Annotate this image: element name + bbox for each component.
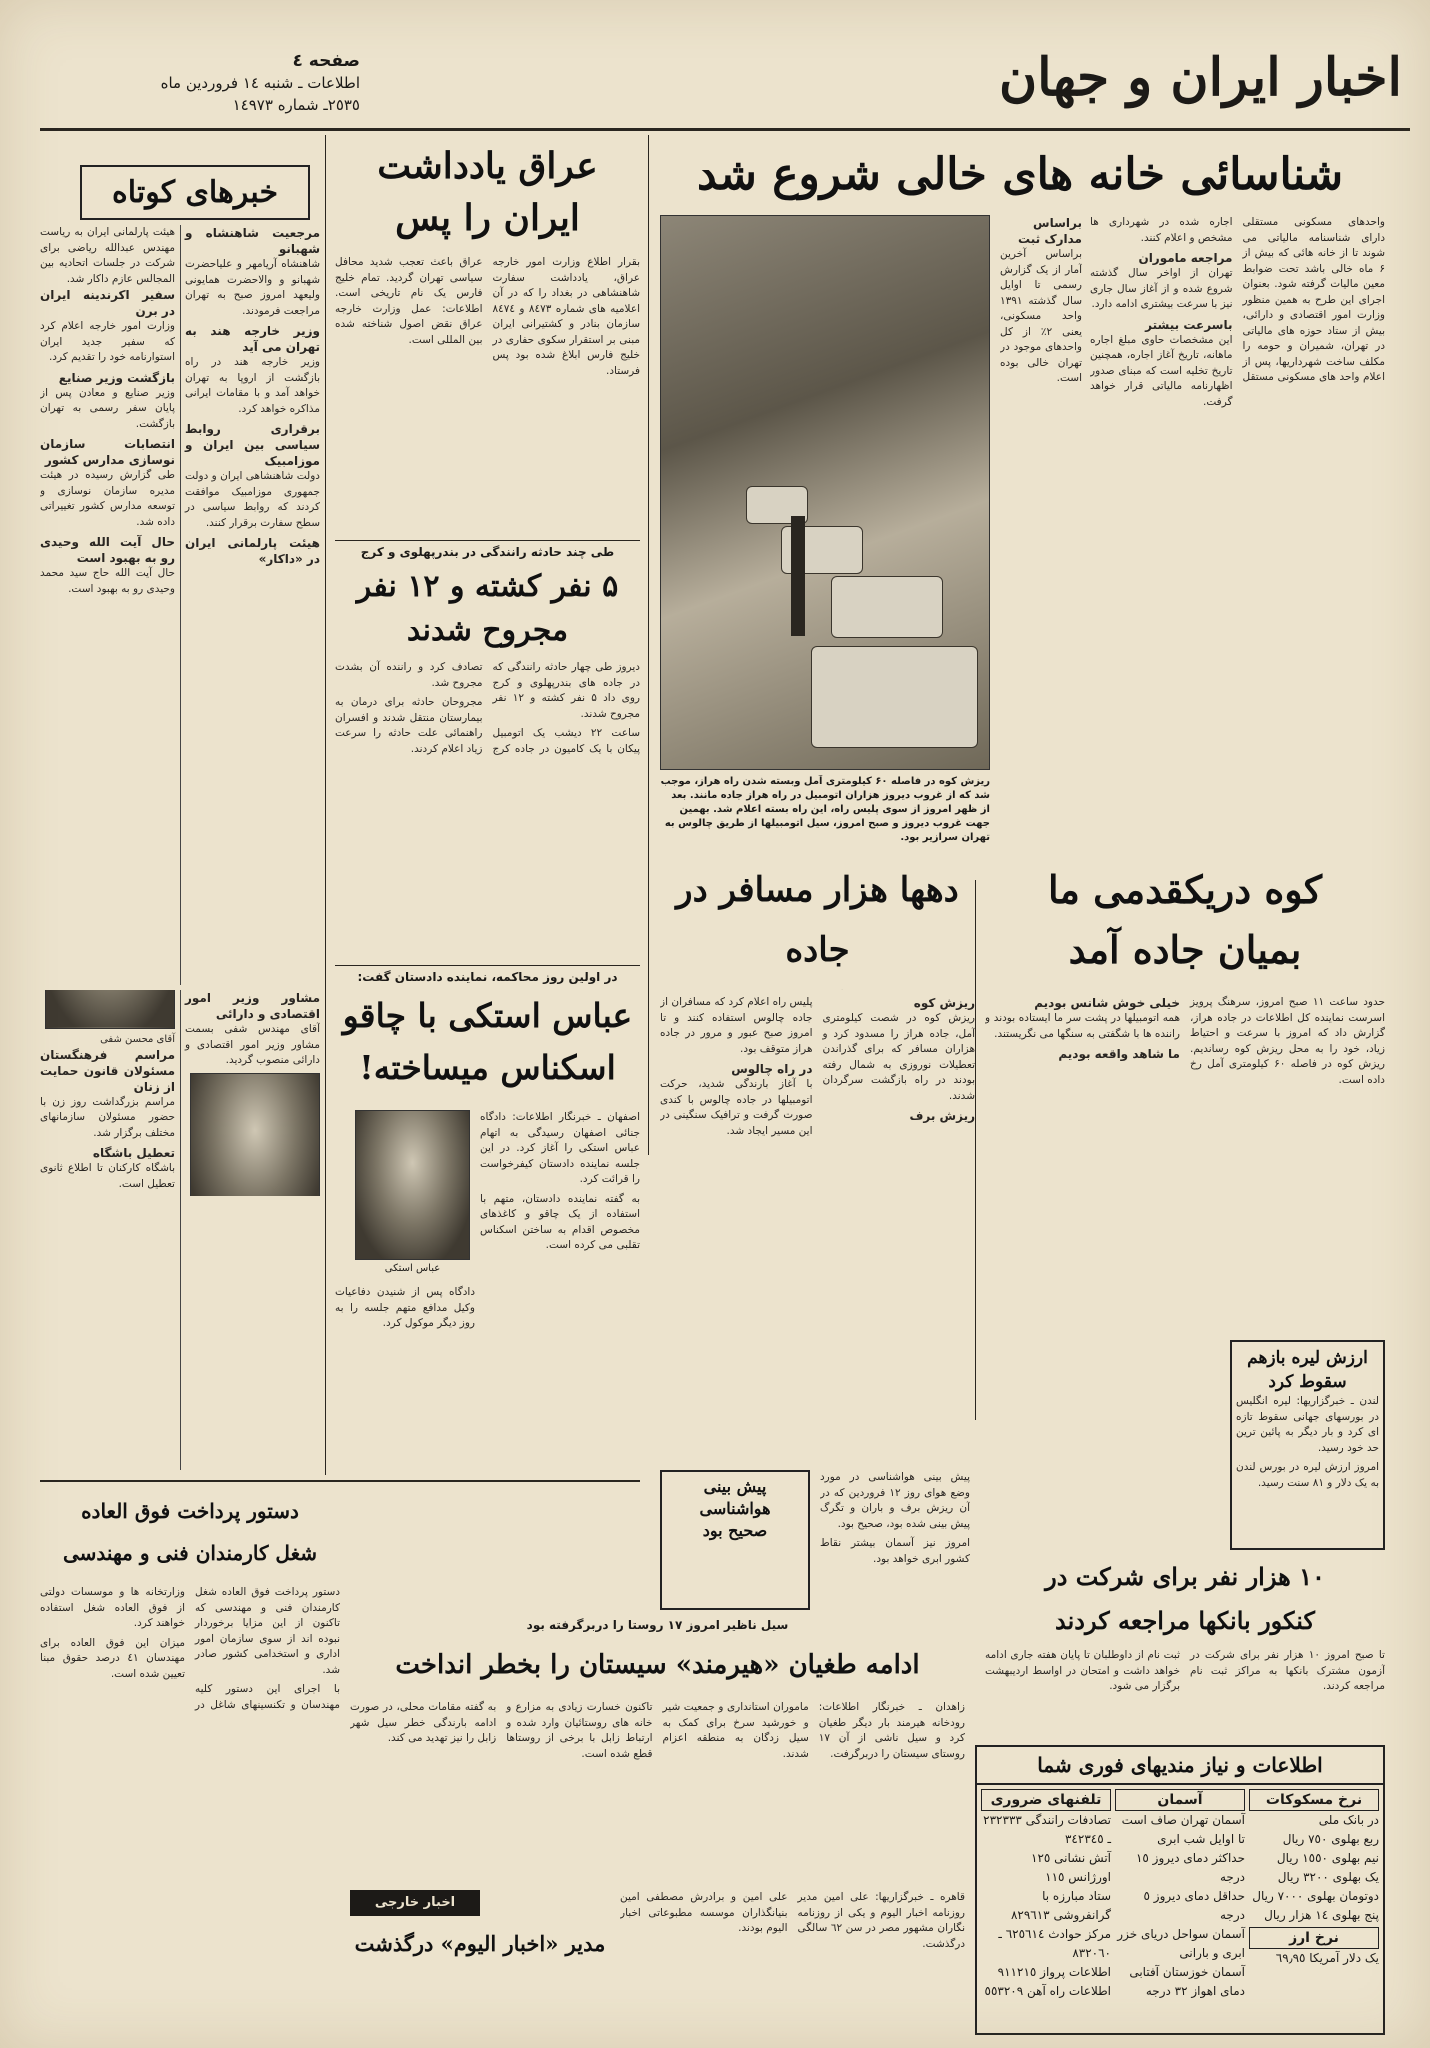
ahram-kicker: اخبار خارجی	[374, 1895, 456, 1910]
ads-title: اطلاعات و نیاز مندیهای فوری شما	[977, 1747, 1383, 1785]
iraq-rule	[335, 540, 640, 541]
vacant-body-2: براساس مدارک ثبت براساس آخرین آمار از یک گزارش رسمی تا اوایل سال گذشته ١٣٩١ واحد مسکونی، یعنی ٢٪ از کل واحدهای موجود در تهران خالی بوده است.	[1000, 216, 1082, 384]
abbas-headline	[335, 990, 640, 1100]
abbas-body: اصفهان ـ خبرنگار اطلاعات: دادگاه جنائی اصفهان رسیدگی به اتهام عباس استکی را آغاز کرد. در این جلسه نماینده دادستان کیفرخواست را قرائت کرد. به گفته نماینده دادستان، متهم با استفاده از یک چاقو و کاغذهای مخصوص اقدام به ساختن اسکناس تقلبی می کرده است.	[480, 1111, 640, 1251]
weather-box	[660, 1470, 810, 1610]
abbas-body-lower: دادگاه پس از شنیدن دفاعیات وکیل مدافع متهم جلسه را به روز دیگر موکول کرد.	[335, 1286, 475, 1329]
travelers-body: ریزش کوه ریزش کوه در شصت کیلومتری آمل، جاده هراز را مسدود کرد و هزاران مسافر که برای گذراندن تعطیلات نوروزی به شمال رفته بودند در راه بازگشت سرگردان شدند. ریزش برف پلیس راه اعلام کرد که مسافران از جاده چالوس استفاده کنند و تا امروز صبح عبور و مرور در جاده هراز متوقف بود. در راه چالوس با آغاز بارندگی شدید، حرکت اتومبیلها در جاده چالوس با کندی صورت گرفت و ترافیک سنگینی در این مسیر ایجاد شد.	[660, 996, 975, 1137]
official-portrait-caption: آقای محسن شفی	[100, 1033, 175, 1045]
short-news-header	[80, 165, 310, 220]
column-rule	[648, 135, 649, 1155]
phones-label: تلفنهای ضروری	[981, 1789, 1111, 1811]
accident-rule	[335, 965, 640, 966]
iraq-body: بقرار اطلاع وزارت امور خارجه عراق، یادداشت سفارت شاهنشاهی در بغداد را که در آن اعلامیه های شماره ٨٤٧٣ و ٨٤٧٤ سازمان بنادر و کشتیرانی ایران مبنی بر استقرار سکوی حفاری در خلیج فارس ابلاغ شده بود پس فرستاد. عراق باعث تعجب شدید محافل سیاسی تهران گردید. تمام خلیج فارس یک نام تاریخی است. اطلاعات: عمل وزارت خارجه عراق نقض اصول شناخته شده بین المللی است.	[335, 256, 640, 377]
konkur-headline	[985, 1555, 1385, 1645]
lira-headline-line1: ارزش لیره بازهم	[1247, 1348, 1368, 1368]
overtime-rule	[40, 1480, 640, 1482]
weather-headline-line1: پیش بینی	[703, 1477, 767, 1496]
short-news-item: انتصابات سازمان نوسازی مدارس کشور طی گزارش رسیده در هیئت مدیره سازمان نوسازی و توسعه مدارس کشور تغییراتی داده شد.	[40, 437, 175, 528]
overtime-headline-line1: دستور پرداخت فوق العاده	[81, 1499, 299, 1523]
lira-headline	[1236, 1346, 1379, 1394]
accident-kicker: طی چند حادثه رانندگی در بندرپهلوی و کرج	[360, 545, 615, 559]
mountain-body: حدود ساعت ١١ صبح امروز، سرهنگ پرویز اسرست نماینده کل اطلاعات در جاده هراز، گزارش داد که امروز با سرعت و احتیاط زیاد، خود را به محل ریزش کوه رساندیم. ریزش کوه در فاصله ۶٠ کیلومتری آمل رخ داده است. خیلی خوش شانس بودیم همه اتومبیلها در پشت سر ما ایستاده بودند و راننده ها با شگفتی به سنگها می نگریستند. ما شاهد واقعه بودیم	[985, 996, 1385, 1086]
weather-headline-line3: صحیح بود	[702, 1521, 768, 1540]
accident-headline-line1: ۵ نفر کشته و ١٢ نفر	[356, 569, 619, 604]
vacant-body: واحدهای مسکونی مستقلی دارای شناسنامه مالیاتی می شوند تا از خانه هائی که بیش از ۶ ماه خالی باشد تحت ضوابط معین مالیات گرفته شود. بعنوان اجرای این طرح به همین منظور وزارت امور اقتصادی و دارائی، بیش از ستاد حوزه های مالیاتی در تهران، شمیران و حومه را مکلف ساخت شهرداریها، پس از اعلام واحد های مسکونی مستقل اجاره شده در شهرداری ها مشخص و اعلام کنند. مراجعه ماموران تهران از اواخر سال گذشته شروع شده و از آغاز سال جاری نیز با سرعت بیشتری ادامه دارد. باسرعت بیشتر این مشخصات حاوی مبلغ اجاره ماهانه، تاریخ آغاز اجاره، همچنین تاریخ تخلیه است که مبنای صدور اظهارنامه مالیاتی قرار خواهد گرفت.	[1090, 216, 1385, 408]
konkur-headline-line2: کنکور بانکها مراجعه کردند	[1055, 1606, 1315, 1635]
abbas-headline-line1: عباس استکی با چاقو	[342, 996, 633, 1035]
short-news-item: هیئت پارلمانی ایران در «داکار» هیئت پارلمانی ایران به ریاست مهندس عبدالله ریاضی برای شرکت در جلسات اتحادیه بین المجالس عازم داکار شد.	[40, 226, 320, 566]
abbas-kicker: در اولین روز محاکمه، نماینده دادستان گفت:	[357, 970, 618, 984]
overtime-body: دستور پرداخت فوق العاده شغل کارمندان فنی و مهندسی که تاکنون از این مزایا برخوردار نبوده اند از سوی سازمان امور اداری و استخدامی کشور صادر شد. با اجرای این دستور کلیه مهندسان و تکنسینهای شاغل در وزارتخانه ها و موسسات دولتی از فوق العاده شغل استفاده خواهند کرد. میزان این فوق العاده برای مهندسان ٤١ درصد حقوق مبنا تعیین شده است.	[40, 1586, 340, 1711]
column-rule	[325, 135, 326, 1475]
overtime-headline-line2: شغل کارمندان فنی و مهندسی	[63, 1541, 317, 1565]
short-news-item: مرجعیت شاهنشاه و شهبانو شاهنشاه آریامهر و علیاحضرت شهبانو و والاحضرت همایونی ولیعهد امروز صبح به تهران مراجعت فرمودند.	[185, 226, 320, 317]
weather-headline	[666, 1476, 804, 1542]
iraq-headline-line1: عراق یادداشت	[377, 145, 598, 187]
konkur-headline-line1: ١٠ هزار نفر برای شرکت در	[1045, 1562, 1325, 1591]
ahram-body: قاهره ـ خبرگزاریها: علی امین مدیر روزنامه اخبار الیوم و یکی از روزنامه نگاران مشهور مصر در سن ٦٢ سالگی درگذشت. علی امین و برادرش مصطفی امین بنیانگذاران موسسه مطبوعاتی اخبار الیوم بودند.	[620, 1891, 965, 1950]
weather-body: پیش بینی هواشناسی در مورد وضع هوای روز ١٢ فروردین که در آن ریزش برف و باران و تگرگ پیش بینی شده بود، صحیح بود. امروز نیز آسمان بیشتر نقاط کشور ابری خواهد بود.	[820, 1471, 970, 1565]
short-news-item: حال آیت الله وحیدی رو به بهبود است حال آیت الله حاج سید محمد وحیدی رو به بهبود است.	[40, 535, 175, 595]
road-photo-caption: ریزش کوه در فاصله ۶٠ کیلومتری آمل وبسته شدن راه هراز، موجب شد که از غروب دیروز هزاران اتومبیل در راه هراز جاده مانند. بعد از ظهر امروز از سوی پلیس راه، این راه بسته اعلام شد. بهمین جهت غروب دیروز و صبح امروز، سیل اتومبیلها از طریق چالوس به تهران سرازیر بود.	[660, 776, 990, 843]
short-news-item: مشاور وزیر امور اقتصادی و دارائی آقای مهندس شفی بسمت مشاور وزیر امور اقتصادی و دارائی منصوب گردید.	[185, 991, 320, 1066]
section-title: اخبار ایران و جهان	[998, 47, 1402, 108]
ahram-headline: مدیر «اخبار الیوم» درگذشت	[354, 1931, 606, 1956]
abbas-portrait	[355, 1110, 470, 1260]
weather-headline-line2: هواشناسی	[699, 1499, 771, 1518]
flood-body: زاهدان ـ خبرنگار اطلاعات: رودخانه هیرمند بار دیگر طغیان کرد و سیل ناشی از آن ١٧ روستای سیستان را دربرگرفت. ماموران استانداری و جمعیت شیر و خورشید سرخ برای کمک به سیل زدگان به منطقه اعزام شدند. تاکنون خسارت زیادی به مزارع و خانه های روستائیان وارد شده و ارتباط زابل با برخی از روستاها قطع شده است. به گفته مقامات محلی، در صورت ادامه بارندگی خطر سیل شهر زابل را نیز تهدید می کند.	[350, 1701, 965, 1760]
short-news-body	[40, 225, 320, 985]
abbas-portrait-caption: عباس استکی	[384, 1263, 441, 1274]
ads-col-phones: تلفنهای ضروری تصادفات رانندگی ٢٣٢٣٣٣ ـ ٣٤٢٣٤٥ آتش نشانی ١٢٥ اورژانس ١١٥ ستاد مبارزه با گرانفروشی ٨٢٩٦١٣ مرکز حوادث ٦٢٥٦١٤ ـ ٨٣٢٠٦٠ اطلاعات پرواز ٩١١٢١٥ اطلاعات راه آهن ٥٥٣٢٠٩	[981, 1789, 1111, 2034]
short-news-item: تعطیل باشگاه باشگاه کارکنان تا اطلاع ثانوی تعطیل است.	[40, 1146, 175, 1190]
abbas-headline-line2: اسکناس میساخته!	[359, 1048, 616, 1087]
issue-line: ٢٥٣٥ـ شماره ١٤٩٧٣	[232, 96, 360, 114]
accident-headline-line2: مجروح شدند	[406, 613, 569, 648]
accident-body: دیروز طی چهار حادثه رانندگی که در جاده های بندرپهلوی و کرج روی داد ۵ نفر کشته و ١٢ نفر مجروح شدند. ساعت ٢٢ دیشب یک اتومبیل پیکان با یک کامیون در جاده کرج تصادف کرد و راننده آن بشدت مجروح شد. مجروحان حادثه برای درمان به بیمارستان منتقل شدند و افسران راهنمائی علت حادثه را سرعت زیاد اعلام کردند.	[335, 661, 640, 755]
lira-headline-line2: سقوط کرد	[1268, 1372, 1347, 1392]
road-photo	[660, 215, 990, 770]
ads-box	[975, 1745, 1385, 2035]
vacant-headline: شناسائی خانه های خالی شروع شد	[696, 149, 1344, 200]
short-news-item: برقراری روابط سیاسی بین ایران و موزامبیک دولت شاهنشاهی ایران و دولت جمهوری موزامبیک موافقت کردند که روابط سیاسی در سطح سفارت برقرار کنند.	[185, 422, 320, 529]
page-label: صفحه ٤	[292, 51, 360, 71]
ads-col-rates: نرخ مسکوکات در بانک ملی ربع بهلوی ٧٥٠ ریال نیم بهلوی ١٥٥٠ ریال یک بهلوی ٣٢٠٠ ریال دوتومان بهلوی ٧٠٠٠ ریال پنج بهلوی ١٤ هزار ریال نرخ ارز یک دلار آمریکا ٦٩٫٩٥	[1249, 1789, 1379, 2034]
travelers-headline	[660, 860, 975, 990]
column-rule	[975, 880, 976, 1420]
short-news-item: وزیر خارجه هند به تهران می آید وزیر خارجه هند در راه بازگشت از اروپا به تهران خواهد آمد و با مقامات ایرانی مذاکره خواهد کرد.	[185, 324, 320, 415]
lira-box	[1230, 1340, 1385, 1550]
mountain-headline	[985, 860, 1385, 990]
short-news-item: مراسم فرهنگستان مسئولان قانون حمایت از زنان مراسم بزرگداشت روز زن با حضور مسئولان سازمانهای مختلف برگزار شد.	[40, 1047, 175, 1139]
mountain-headline-line2: بمیان جاده آمد	[1068, 927, 1302, 972]
travelers-headline-line2	[660, 980, 975, 990]
konkur-body: تا صبح امروز ١٠ هزار نفر برای شرکت در آزمون مشترک بانکها به مراکز ثبت نام مراجعه کردند. ثبت نام از داوطلبان تا پایان هفته جاری ادامه خواهد داشت و امتحان در اواسط اردیبهشت برگزار می شود.	[985, 1649, 1385, 1692]
rates-label: نرخ مسکوکات	[1249, 1789, 1379, 1811]
accident-headline	[335, 565, 640, 655]
lira-body: لندن ـ خبرگزاریها: لیره انگلیس در بورسهای جهانی سقوط تازه ای کرد و بار دیگر به پائین ترین حد خود رسید. امروز ارزش لیره در بورس لندن به یک دلار و ٨١ سنت رسید.	[1236, 1395, 1379, 1489]
flood-headline: ادامه طغیان «هیرمند» سیستان را بخطر انداخت	[395, 1650, 920, 1680]
flood-kicker: سیل ناظیر امروز ١٧ روستا را دربرگرفته بود	[526, 1618, 789, 1632]
short-news-item: بازگشت وزیر صنایع وزیر صنایع و معادن پس از پایان سفر رسمی به تهران بازگشت.	[40, 370, 175, 430]
fx-label: نرخ ارز	[1249, 1927, 1379, 1949]
overtime-headline	[40, 1490, 340, 1580]
short-news-title: خبرهای کوتاه	[111, 175, 279, 210]
page-meta	[60, 50, 360, 124]
ahram-kicker-box	[350, 1890, 480, 1916]
mountain-headline-line1: کوه دریکقدمی ما	[1047, 867, 1323, 912]
short-news-item: سفیر اکرندینه ایران در برن وزارت امور خارجه اعلام کرد که سفیر جدید ایران استوارنامه خود را تقدیم کرد.	[40, 288, 175, 363]
masthead-rule	[40, 128, 1410, 131]
ads-col-weather: آسمان آسمان تهران صاف است تا اوایل شب ابری حداکثر دمای دیروز ١٥ درجه حداقل دمای دیروز ٥ درجه آسمان سواحل دریای خزر ابری و بارانی آسمان خوزستان آفتابی دمای اهواز ٣٢ درجه	[1115, 1789, 1245, 2034]
weather-label: آسمان	[1115, 1789, 1245, 1811]
short-news-body-lower	[40, 990, 320, 1470]
date-line: اطلاعات ـ شنبه ١٤ فروردین ماه	[160, 74, 360, 92]
iraq-headline	[335, 140, 640, 250]
iraq-headline-line2: ایران را پس	[395, 197, 580, 239]
travelers-headline-line1: دهها هزار مسافر در جاده	[676, 870, 959, 970]
